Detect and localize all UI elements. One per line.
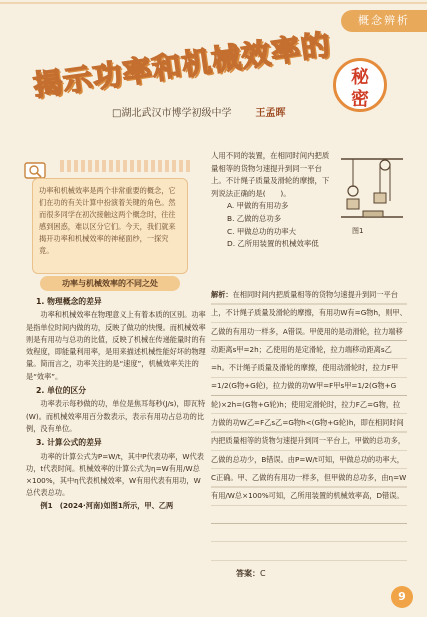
example-intro: 例1 (2024·河南)如图1所示，甲、乙两 bbox=[40, 500, 174, 510]
intro-box: 功率和机械效率是两个非常重要的概念，它们在功的有关计算中扮演着关键的角色。然而很多同学在初次接触这两个概念时，往往感到困惑，难以区分它们。今天，我们就来揭开功率和机械效率的神秘面纱，一探究竟。 bbox=[32, 178, 188, 274]
figure-label: 图1 bbox=[352, 227, 364, 235]
answer-label: 答案： bbox=[236, 569, 260, 578]
byline bbox=[112, 104, 285, 119]
answer-value: C bbox=[260, 569, 266, 578]
option-c: C. 甲做总功的功率大 bbox=[227, 226, 296, 236]
heading-2: 2. 单位的区分 bbox=[36, 386, 87, 396]
analysis-text: 在相同时间内把质量相等的货物匀速提升到同一平台上，不计绳子质量及滑轮的摩擦，有用功W有=G物h，则甲、乙做的有用功一样多，A错误。甲使用的是动滑轮，拉力端移动距离s甲=2h；乙使用的是定滑轮，拉力端移动距离s乙=h。不计绳子质量及滑轮的摩擦，使用动滑轮时，拉力F甲=1/2(G物+G轮)，拉力做的功W甲=F甲s甲=1/2(G物+G轮)×2h=(G物+G轮)h；使用定滑轮时，拉力F乙=G物，拉力做的功W乙=F乙s乙=G物h<(G物+G轮)h，即在相同时间内把质量相等的货物匀速提升到同一平台上，甲做的总功多，乙做的总功少，B错误。由P=W/t可知，甲做总功的功率大，C正确。甲、乙做的有用功一样多，但甲做的总功多，由η=W有用/W总×100%可知，乙所用装置的机械效率高，D错误。 bbox=[211, 290, 407, 501]
option-a: A. 甲做的有用功多 bbox=[227, 201, 289, 211]
option-b: B. 乙做的总功多 bbox=[227, 213, 282, 223]
paragraph-2: 功率表示每秒做的功，单位是焦耳每秒(J/s)，即瓦特(W)。而机械效率用百分数表示，表示有用功占总功的比例，没有单位。 bbox=[26, 399, 206, 433]
title-seal bbox=[333, 58, 387, 112]
question-text: 人用不同的装置，在相同时间内把质量相等的货物匀速提升到同一平台上。不计绳子质量及滑轮的摩擦，下列说法正确的是( )。 bbox=[211, 151, 330, 198]
option-d: D. 乙所用装置的机械效率低 bbox=[227, 239, 319, 249]
left-column bbox=[26, 294, 206, 512]
paragraph-1: 功率和机械效率在物理意义上有着本质的区别。功率是指单位时间内做的功，反映了做功的快慢。而机械效率则是有用功与总功的比值，反映了机械在传递能量时的有效程度，即能量利用率，是用来描述机械性能好坏的物理量。简而言之，功率关注的是“速度”，机械效率关注的是“效率”。 bbox=[26, 310, 206, 381]
seal-char-2: 密 bbox=[351, 89, 369, 110]
author-name: 王孟晖 bbox=[255, 108, 286, 119]
section-title: 功率与机械效率的不同之处 bbox=[40, 276, 180, 291]
page-number: 9 bbox=[391, 586, 413, 608]
author-school: □湖北武汉市博学初级中学 bbox=[112, 108, 232, 119]
top-stripe bbox=[0, 2, 427, 4]
title-band bbox=[31, 20, 355, 114]
heading-3: 3. 计算公式的差异 bbox=[36, 438, 102, 448]
answer-line bbox=[236, 568, 266, 579]
heading-1: 1. 物理概念的差异 bbox=[36, 297, 102, 306]
decorative-dots bbox=[60, 160, 190, 172]
article-title: 揭示功率和机械效率的 bbox=[31, 27, 334, 103]
analysis-label: 解析： bbox=[211, 290, 233, 299]
pulley-figure bbox=[339, 153, 405, 233]
paragraph-3: 功率的计算公式为P=W/t，其中P代表功率，W代表功，t代表时间。机械效率的计算公式为η=W有用/W总×100%，其中η代表机械效率，W有用代表有用功，W总代表总功。 bbox=[26, 451, 204, 498]
analysis-block bbox=[211, 286, 407, 562]
category-tag: 概念辨析 bbox=[341, 10, 427, 32]
seal-char-1: 秘 bbox=[351, 67, 369, 88]
